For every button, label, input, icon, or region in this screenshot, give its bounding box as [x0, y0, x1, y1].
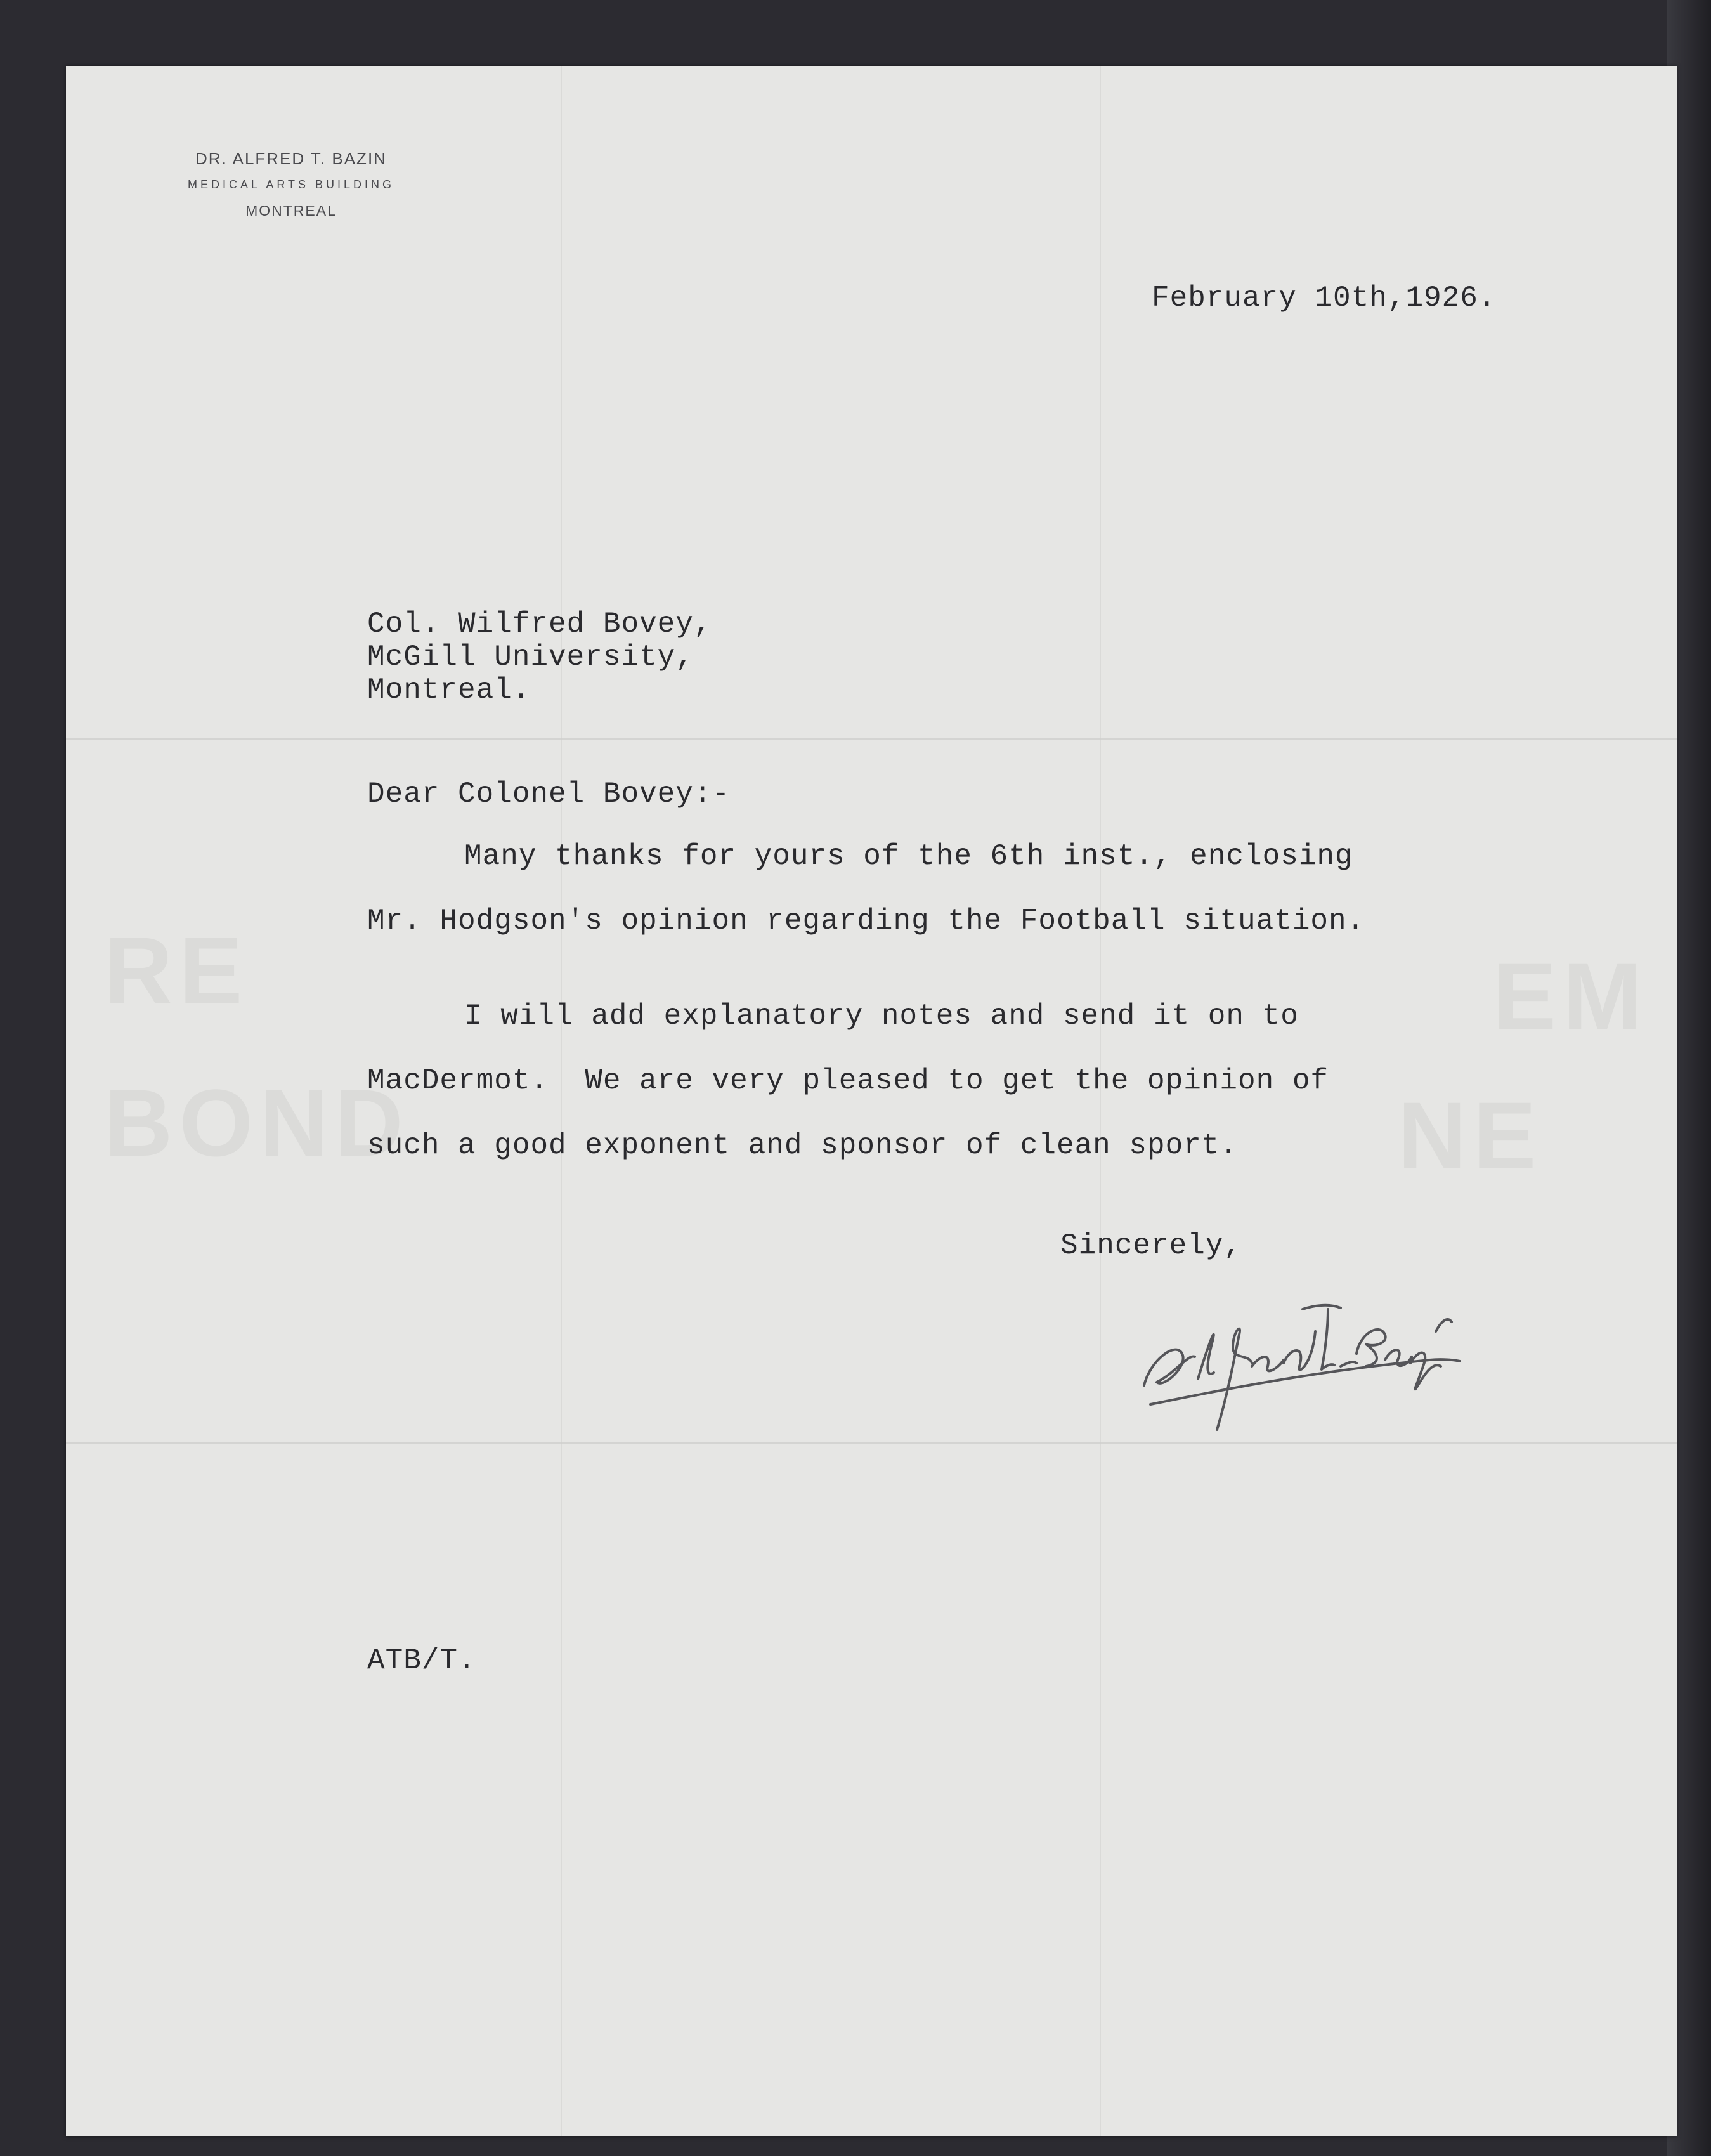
letterhead-city: MONTREAL: [245, 202, 337, 219]
reference-initials: ATB/T.: [367, 1644, 476, 1677]
letterhead: [158, 146, 424, 223]
fold-line: [561, 66, 562, 2136]
letter-page: [66, 66, 1677, 2136]
closing: Sincerely,: [1060, 1229, 1242, 1262]
fold-line: [66, 738, 1677, 740]
letterhead-name: DR. ALFRED T. BAZIN: [195, 149, 387, 168]
paper-watermark: BOND: [104, 1069, 410, 1176]
paper-watermark: EM: [1493, 943, 1648, 1049]
letter-date: February 10th,1926.: [1152, 282, 1497, 315]
handwritten-signature: [1138, 1271, 1467, 1474]
salutation: Dear Colonel Bovey:-: [367, 778, 731, 811]
body-line: such a good exponent and sponsor of clean sport.: [367, 1129, 1239, 1162]
paper-watermark: RE: [104, 917, 249, 1024]
body-line: Mr. Hodgson's opinion regarding the Football situation.: [367, 905, 1365, 938]
recipient-address: [367, 608, 712, 707]
body-line: Many thanks for yours of the 6th inst., enclosing: [464, 840, 1353, 873]
fold-line: [1100, 66, 1101, 2136]
recipient-line: Montreal.: [367, 674, 531, 707]
recipient-line: McGill University,: [367, 641, 694, 674]
recipient-line: Col. Wilfred Bovey,: [367, 608, 712, 641]
body-line: I will add explanatory notes and send it on to: [464, 1000, 1299, 1033]
paper-watermark: NE: [1398, 1082, 1543, 1189]
letterhead-building: MEDICAL ARTS BUILDING: [187, 178, 395, 191]
body-line: MacDermot. We are very pleased to get the opinion of: [367, 1064, 1329, 1097]
